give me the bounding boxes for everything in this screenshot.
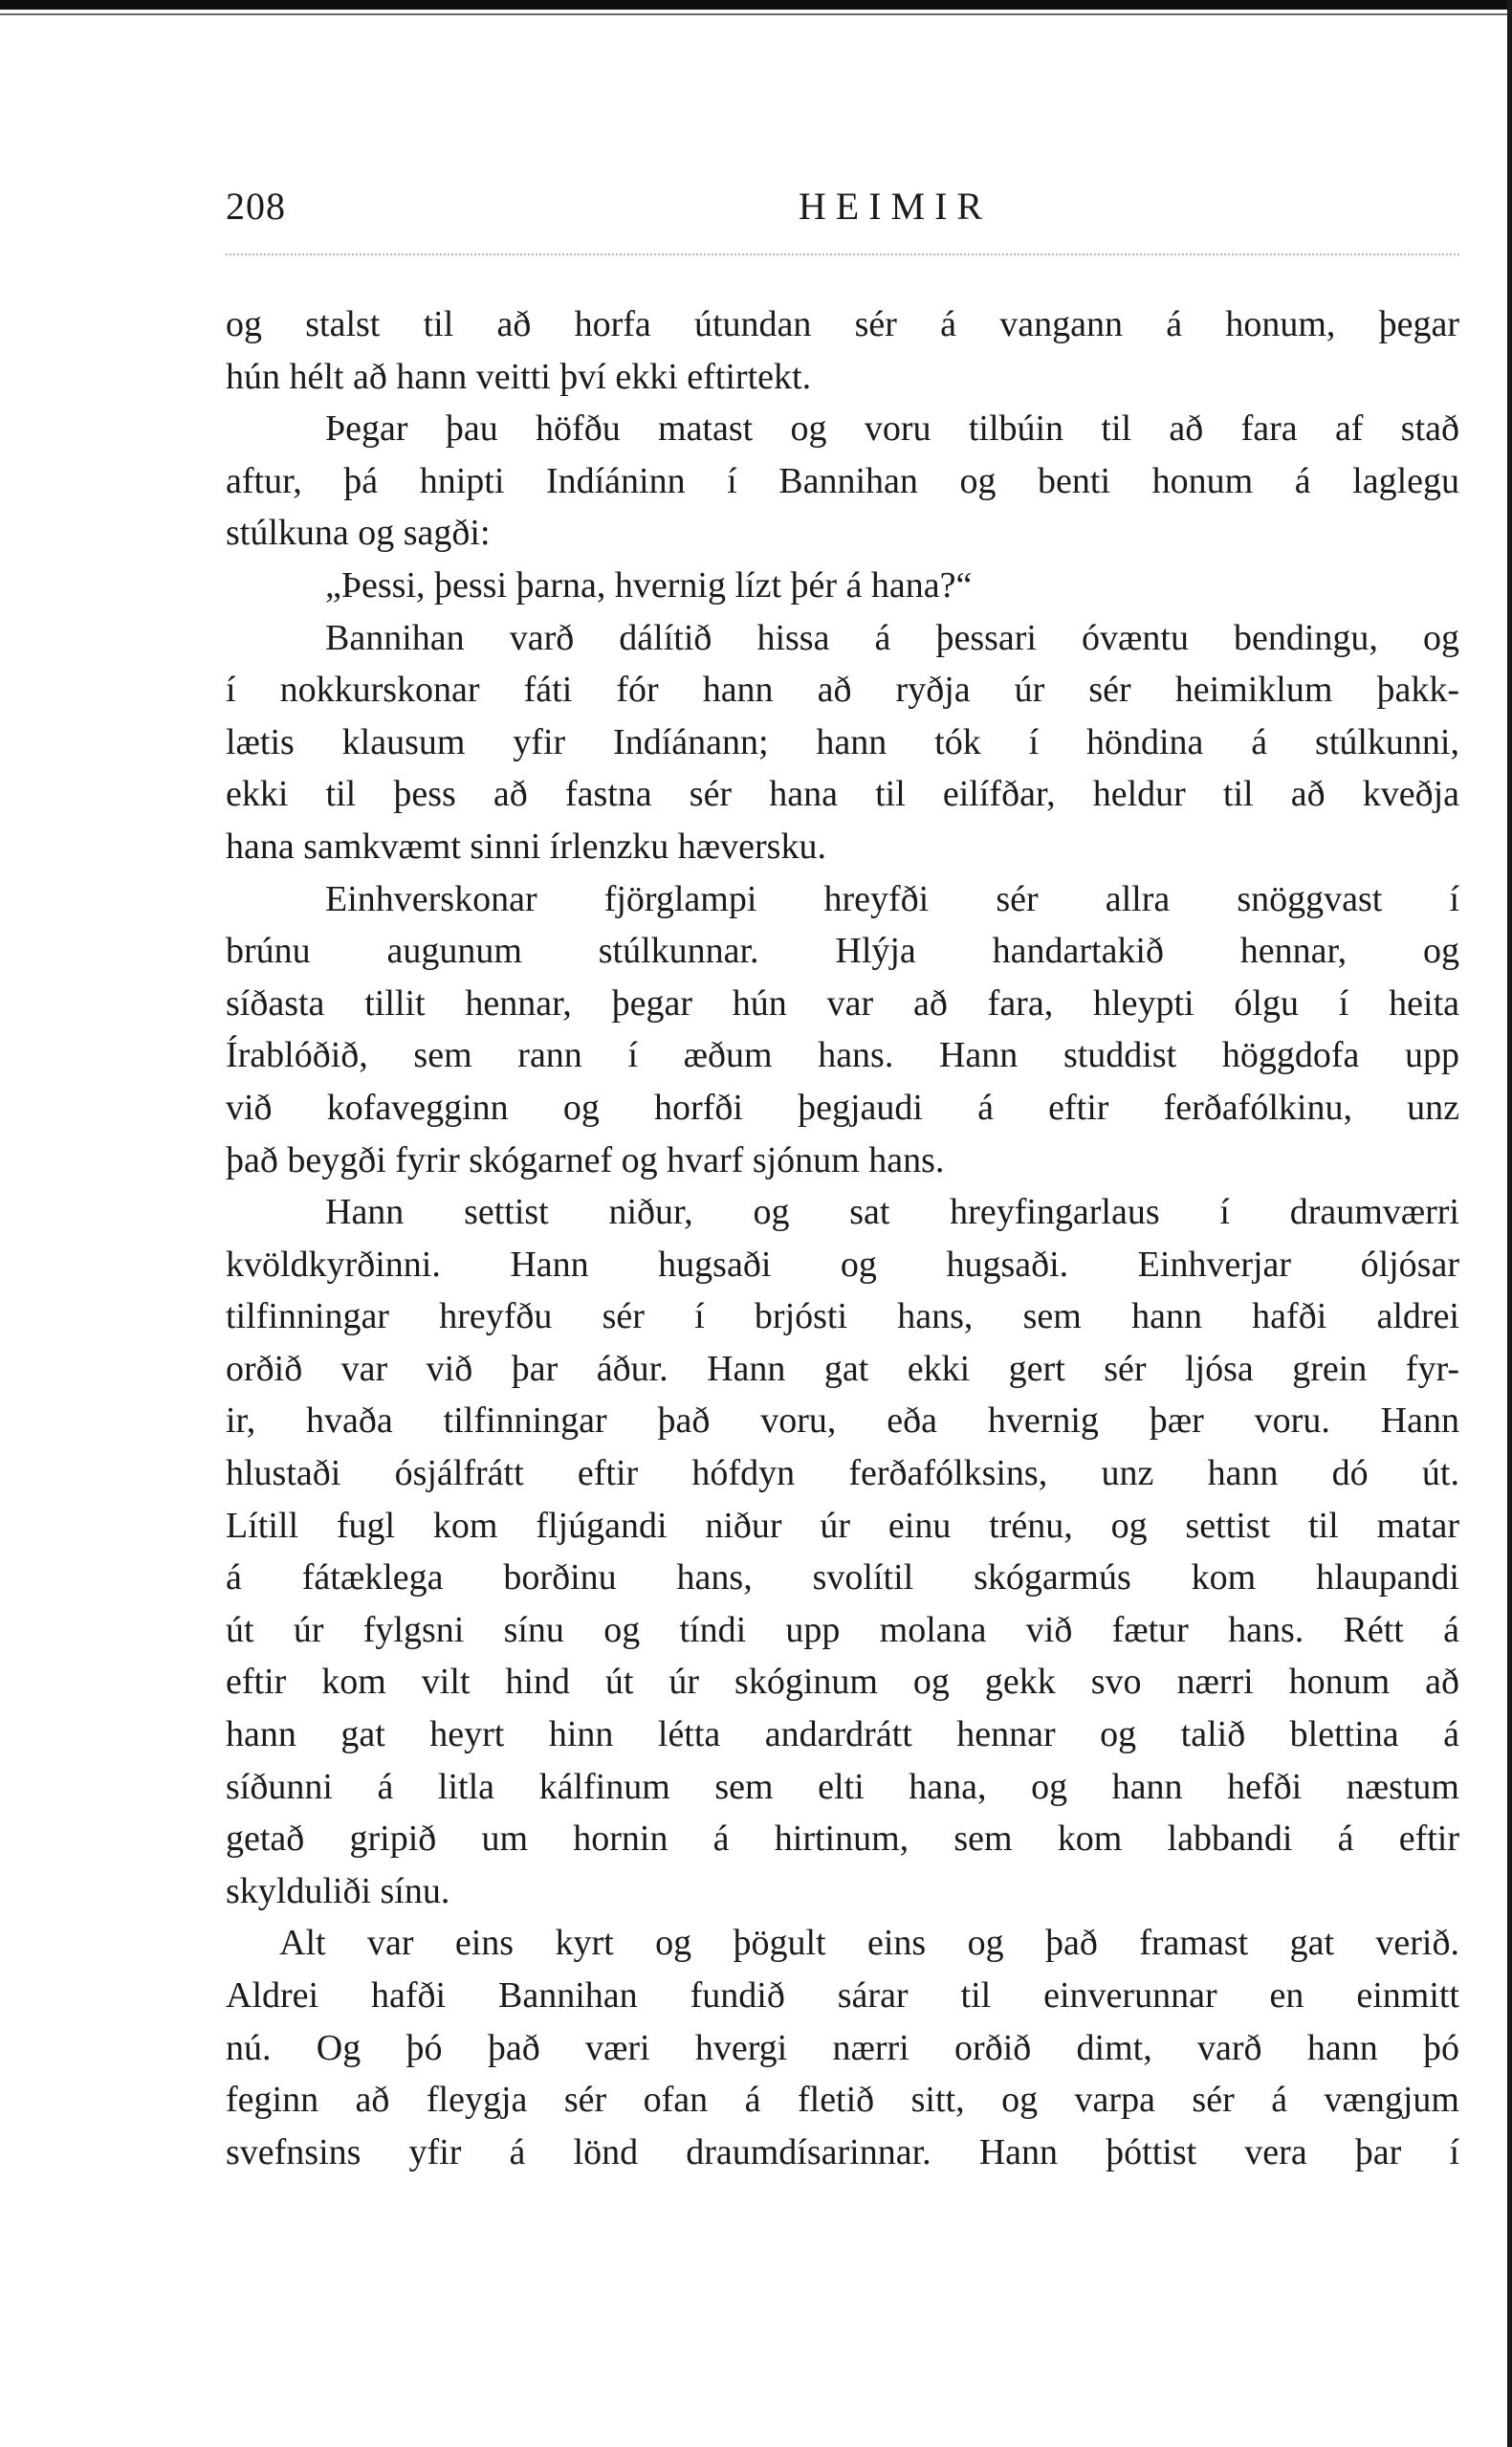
text-line: Írablóðið, sem rann í æðum hans. Hann studdist höggdofa upp bbox=[226, 1035, 1459, 1076]
text-line: lætis klausum yfir Indíánann; hann tók í höndina á stúlkunni, bbox=[226, 721, 1459, 762]
text-line: Aldrei hafði Bannihan fundið sárar til einverunnar en einmitt bbox=[226, 1975, 1459, 2016]
text-line: aftur, þá hnipti Indíáninn í Bannihan og benti honum á laglegu bbox=[226, 460, 1459, 501]
scan-right-edge bbox=[1507, 0, 1512, 2447]
text-line: í nokkurskonar fáti fór hann að ryðja úr sér heimiklum þakk- bbox=[226, 670, 1459, 711]
text-line: ekki til þess að fastna sér hana til eilífðar, heldur til að kveðja bbox=[226, 774, 1459, 815]
page-number: 208 bbox=[226, 185, 286, 228]
text-line: getað gripið um hornin á hirtinum, sem kom labbandi á eftir bbox=[226, 1819, 1459, 1860]
body-text bbox=[226, 298, 1459, 2178]
text-line: Hann settist niður, og sat hreyfingarlaus í draumværri bbox=[325, 1192, 1459, 1233]
text-line: nú. Og þó það væri hvergi nærri orðið dimt, varð hann þó bbox=[226, 2027, 1459, 2068]
text-line: eftir kom vilt hind út úr skóginum og gekk svo nærri honum að bbox=[226, 1662, 1459, 1703]
text-line: hún hélt að hann veitti því ekki eftirtekt. bbox=[226, 356, 812, 397]
text-line: tilfinningar hreyfðu sér í brjósti hans, sem hann hafði aldrei bbox=[226, 1296, 1459, 1337]
header-divider bbox=[226, 254, 1459, 255]
scan-top-border-thin bbox=[0, 13, 1512, 15]
text-line: ir, hvaða tilfinningar það voru, eða hvernig þær voru. Hann bbox=[226, 1400, 1459, 1442]
page-header bbox=[226, 184, 1459, 241]
text-line: Alt var eins kyrt og þögult eins og það framast gat verið. bbox=[279, 1923, 1459, 1964]
text-line: orðið var við þar áður. Hann gat ekki gert sér ljósa grein fyr- bbox=[226, 1348, 1459, 1389]
text-line: hana samkvæmt sinni írlenzku hæversku. bbox=[226, 826, 826, 867]
text-line: það beygði fyrir skógarnef og hvarf sjónum hans. bbox=[226, 1139, 945, 1180]
text-line: síðasta tillit hennar, þegar hún var að fara, hleypti ólgu í heita bbox=[226, 982, 1459, 1024]
text-line: feginn að fleygja sér ofan á fletið sitt, og varpa sér á vængjum bbox=[226, 2080, 1459, 2121]
text-line: út úr fylgsni sínu og tíndi upp molana við fætur hans. Rétt á bbox=[226, 1609, 1459, 1650]
text-line: hann gat heyrt hinn létta andardrátt hennar og talið blettina á bbox=[226, 1714, 1459, 1755]
text-line: Bannihan varð dálítið hissa á þessari óvæntu bendingu, og bbox=[325, 617, 1459, 658]
text-line: hlustaði ósjálfrátt eftir hófdyn ferðafólksins, unz hann dó út. bbox=[226, 1453, 1459, 1494]
text-line: skylduliði sínu. bbox=[226, 1870, 450, 1911]
text-line: kvöldkyrðinni. Hann hugsaði og hugsaði. Einhverjar óljósar bbox=[226, 1244, 1459, 1285]
text-line: stúlkuna og sagði: bbox=[226, 513, 491, 554]
text-line: svefnsins yfir á lönd draumdísarinnar. Hann þóttist vera þar í bbox=[226, 2131, 1459, 2172]
text-line: og stalst til að horfa útundan sér á vangann á honum, þegar bbox=[226, 304, 1459, 344]
text-line: Einhverskonar fjörglampi hreyfði sér allra snöggvast í bbox=[325, 878, 1459, 919]
text-line: Lítill fugl kom fljúgandi niður úr einu trénu, og settist til matar bbox=[226, 1505, 1459, 1546]
text-line: brúnu augunum stúlkunnar. Hlýja handartakið hennar, og bbox=[226, 931, 1459, 972]
text-line: „Þessi, þessi þarna, hvernig lízt þér á hana?“ bbox=[325, 564, 973, 606]
running-title: HEIMIR bbox=[798, 185, 993, 228]
text-line: við kofavegginn og horfði þegjaudi á eftir ferðafólkinu, unz bbox=[226, 1087, 1459, 1128]
scan-top-border bbox=[0, 0, 1512, 10]
text-line: á fátæklega borðinu hans, svolítil skógarmús kom hlaupandi bbox=[226, 1557, 1459, 1598]
text-line: Þegar þau höfðu matast og voru tilbúin til að fara af stað bbox=[325, 408, 1459, 450]
text-line: síðunni á litla kálfinum sem elti hana, og hann hefði næstum bbox=[226, 1766, 1459, 1807]
